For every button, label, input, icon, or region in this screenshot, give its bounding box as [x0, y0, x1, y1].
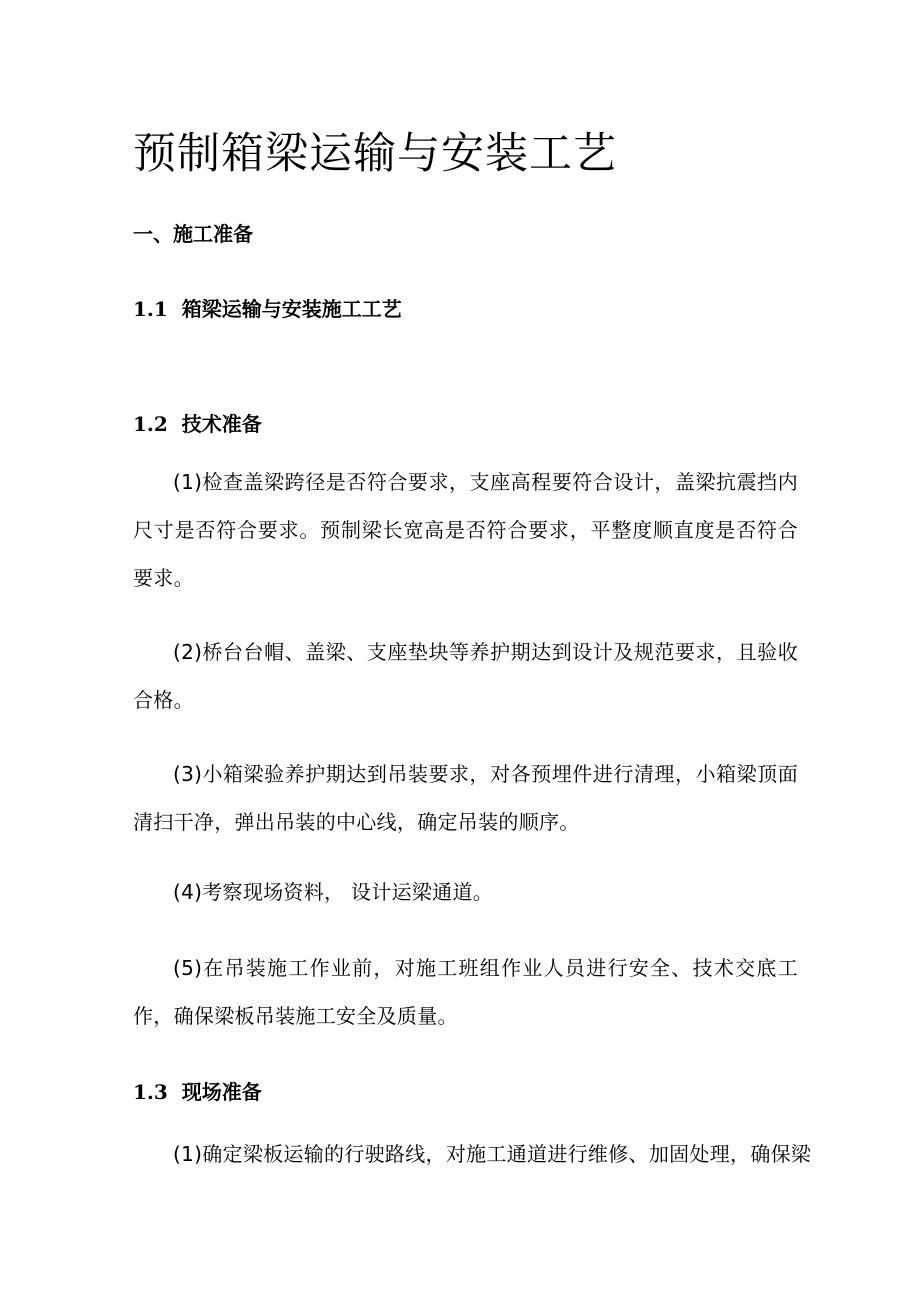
paragraph-1-3-item-1: (1)确定梁板运输的行驶路线，对施工通道进行维修、加固处理，确保梁: [173, 1142, 812, 1166]
section-title: 箱梁运输与安装施工工艺: [181, 297, 402, 321]
section-title: 现场准备: [181, 1080, 262, 1104]
section-number: 1.3: [133, 1080, 168, 1104]
paragraph-1-2-item-4: (4)考察现场资料， 设计运梁通道。: [173, 880, 494, 904]
document-title: 预制箱梁运输与安装工艺: [133, 129, 617, 179]
section-number: 1.2: [133, 412, 168, 436]
section-title: 技术准备: [181, 412, 262, 436]
section-heading-1: 一、施工准备: [133, 222, 253, 246]
section-heading-1-1: [133, 293, 402, 322]
paragraph-1-2-item-3: (3)小箱梁验养护期达到吊装要求，对各预埋件进行清理，小箱梁顶面清扫干净，弹出吊装的中心线，确定吊装的顺序。: [133, 762, 798, 834]
paragraph-1-2-item-2: (2)桥台台帽、盖梁、支座垫块等养护期达到设计及规范要求，且验收合格。: [133, 640, 798, 712]
section-heading-1-3: [133, 1076, 262, 1105]
section-number: 1.1: [133, 297, 168, 321]
section-heading-1-2: [133, 408, 262, 437]
paragraph-1-2-item-5: (5)在吊装施工作业前，对施工班组作业人员进行安全、技术交底工作，确保梁板吊装施工安全及质量。: [133, 956, 798, 1028]
paragraph-1-2-item-1: (1)检查盖梁跨径是否符合要求，支座高程要符合设计，盖梁抗震挡内尺寸是否符合要求。预制梁长宽高是否符合要求，平整度顺直度是否符合要求。: [133, 470, 798, 590]
